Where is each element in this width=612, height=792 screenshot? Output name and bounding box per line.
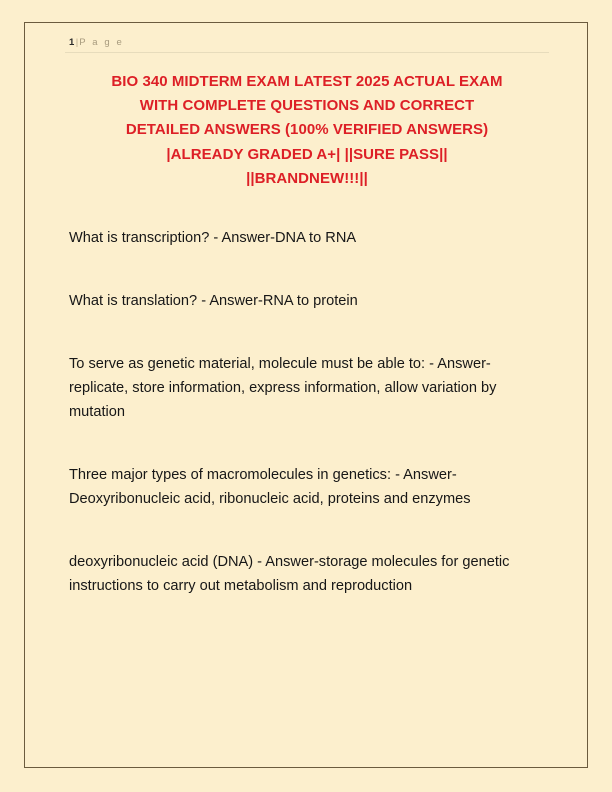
header-divider	[65, 52, 549, 53]
page-header	[69, 36, 547, 49]
qa-block: What is transcription? - Answer-DNA to RNA	[69, 230, 357, 246]
header-separator: |	[75, 37, 79, 48]
title-line-1: BIO 340 MIDTERM EXAM LATEST 2025 ACTUAL EXAM	[111, 73, 503, 90]
qa-block: What is translation? - Answer-RNA to protein	[69, 293, 358, 309]
title-line-3: DETAILED ANSWERS (100% VERIFIED ANSWERS)	[125, 121, 489, 139]
qa-block: To serve as genetic material, molecule must be able to: - Answer-replicate, store information, express information, allow variation by mutation	[69, 356, 497, 420]
qa-block: deoxyribonucleic acid (DNA) - Answer-storage molecules for genetic instructions to carry out metabolism and reproduction	[69, 554, 510, 594]
header-page-label: P a g e	[79, 37, 124, 48]
document-title	[64, 70, 550, 191]
question-answer-list	[69, 226, 557, 598]
title-line-2: WITH COMPLETE QUESTIONS AND CORRECT	[139, 97, 475, 115]
title-line-5: ||BRANDNEW!!!||	[246, 169, 368, 187]
qa-block: Three major types of macromolecules in genetics: - Answer-Deoxyribonucleic acid, ribonucleic acid, proteins and enzymes	[69, 467, 471, 507]
header-page-number: 1	[69, 37, 75, 48]
page-content	[24, 22, 588, 768]
header-page-indicator	[69, 36, 547, 49]
title-line-4: |ALREADY GRADED A+| ||SURE PASS||	[166, 145, 448, 163]
